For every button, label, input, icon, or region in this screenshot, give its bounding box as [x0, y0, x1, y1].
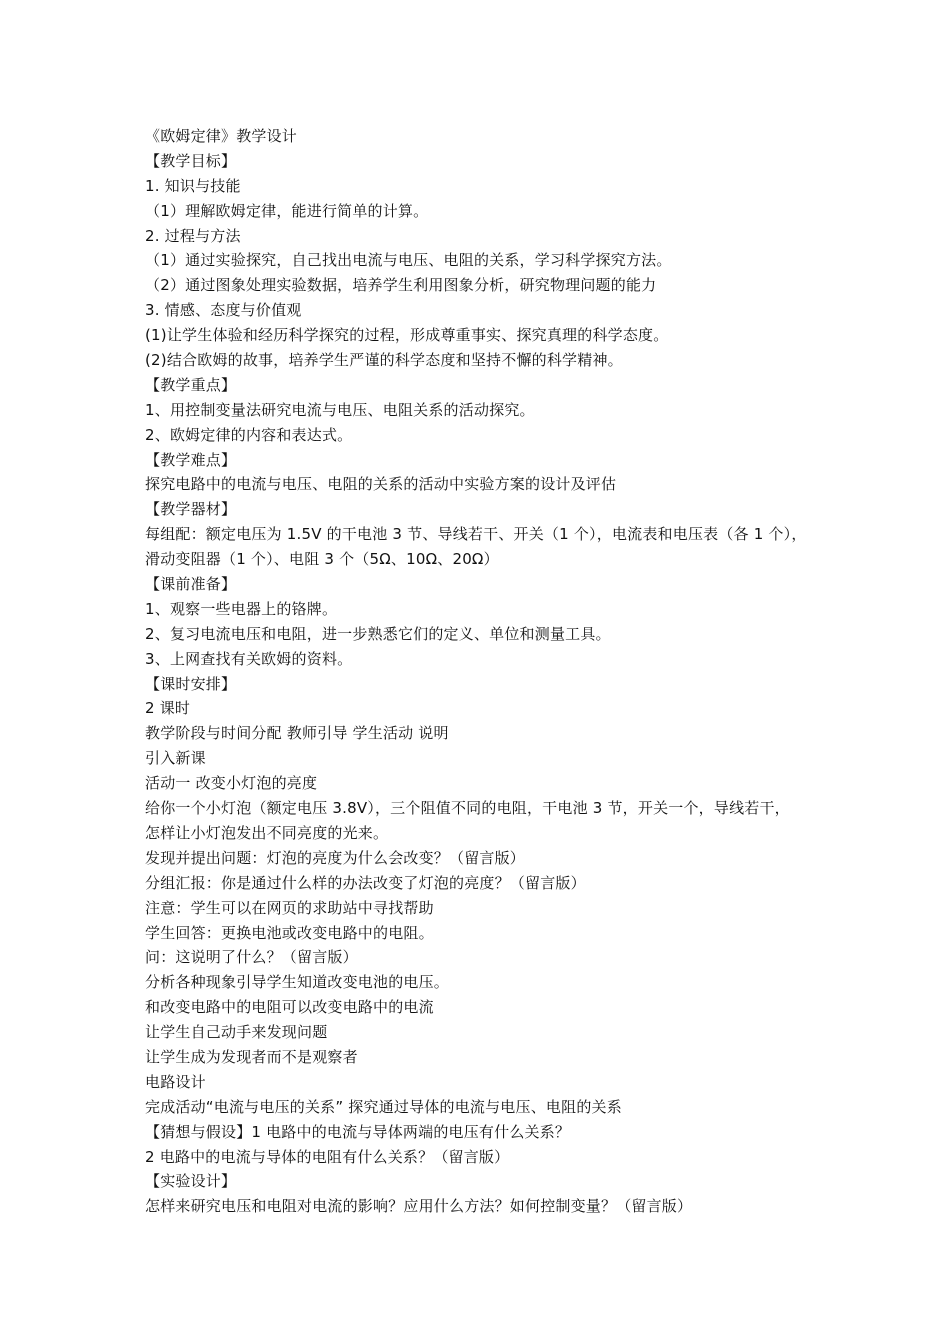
text-line: 2 电路中的电流与导体的电阻有什么关系？（留言版）	[145, 1147, 510, 1166]
text-line: 怎样让小灯泡发出不同亮度的光来。	[145, 823, 389, 842]
section-heading-key-points: 【教学重点】	[145, 375, 237, 394]
section-heading-difficulties: 【教学难点】	[145, 450, 237, 469]
text-line: 1、观察一些电器上的铬牌。	[145, 599, 338, 618]
section-heading-schedule: 【课时安排】	[145, 674, 237, 693]
text-line: （1）通过实验探究，自己找出电流与电压、电阻的关系，学习科学探究方法。	[145, 251, 672, 270]
text-line: 每组配：额定电压为 1.5V 的干电池 3 节、导线若干、开关（1 个），电流表和电压表（各 1 个），	[145, 525, 807, 544]
document-title: 《欧姆定律》教学设计	[145, 127, 298, 145]
subheading-process-method: 2. 过程与方法	[145, 226, 241, 245]
text-line: 2 课时	[145, 699, 191, 718]
text-line: 学生回答：更换电池或改变电路中的电阻。	[145, 923, 434, 942]
text-line: 和改变电路中的电阻可以改变电路中的电流	[145, 998, 434, 1017]
text-line: 发现并提出问题：灯泡的亮度为什么会改变？（留言版）	[145, 848, 526, 867]
text-line: 1、用控制变量法研究电流与电压、电阻关系的活动探究。	[145, 400, 535, 419]
text-line: 2、欧姆定律的内容和表达式。	[145, 425, 353, 444]
subheading-emotion-values: 3. 情感、态度与价值观	[145, 301, 302, 320]
text-line: （2）通过图象处理实验数据，培养学生利用图象分析，研究物理问题的能力	[145, 276, 657, 295]
text-line: 分析各种现象引导学生知道改变电池的电压。	[145, 973, 450, 992]
text-line: 3、上网查找有关欧姆的资料。	[145, 649, 353, 668]
text-line: 2、复习电流电压和电阻，进一步熟悉它们的定义、单位和测量工具。	[145, 624, 611, 643]
text-line: 活动一 改变小灯泡的亮度	[145, 774, 318, 793]
subheading-knowledge-skills: 1. 知识与技能	[145, 176, 241, 195]
text-line: 滑动变阻器（1 个）、电阻 3 个（5Ω、10Ω、20Ω）	[145, 550, 499, 569]
text-line: 注意：学生可以在网页的求助站中寻找帮助	[145, 898, 434, 917]
text-line: 分组汇报：你是通过什么样的办法改变了灯泡的亮度？（留言版）	[145, 873, 586, 892]
text-line: 电路设计	[145, 1072, 206, 1091]
section-heading-preparation: 【课前准备】	[145, 575, 237, 594]
text-line: 引入新课	[145, 749, 206, 768]
text-line: (2)结合欧姆的故事，培养学生严谨的科学态度和坚持不懈的科学精神。	[145, 351, 623, 370]
text-line: 让学生成为发现者而不是观察者	[145, 1047, 358, 1066]
text-line: 【猜想与假设】1 电路中的电流与导体两端的电压有什么关系？	[145, 1122, 571, 1141]
table-header-line: 教学阶段与时间分配 教师引导 学生活动 说明	[145, 724, 449, 743]
section-heading-objectives: 【教学目标】	[145, 151, 237, 170]
text-line: (1)让学生体验和经历科学探究的过程，形成尊重事实、探究真理的科学态度。	[145, 326, 669, 345]
text-line: 让学生自己动手来发现问题	[145, 1023, 328, 1042]
section-heading-equipment: 【教学器材】	[145, 500, 237, 519]
document-body	[145, 124, 825, 1219]
text-line: 完成活动“电流与电压的关系” 探究通过导体的电流与电压、电阻的关系	[145, 1097, 622, 1116]
text-line: 怎样来研究电压和电阻对电流的影响？应用什么方法？如何控制变量？（留言版）	[145, 1197, 693, 1216]
section-heading-experiment-design: 【实验设计】	[145, 1172, 237, 1191]
text-line: 给你一个小灯泡（额定电压 3.8V），三个阻值不同的电阻，干电池 3 节，开关一个，导线若干，	[145, 799, 790, 818]
text-line: 探究电路中的电流与电压、电阻的关系的活动中实验方案的设计及评估	[145, 475, 617, 494]
text-line: 问：这说明了什么？（留言版）	[145, 948, 358, 967]
text-line: （1）理解欧姆定律，能进行简单的计算。	[145, 201, 429, 220]
